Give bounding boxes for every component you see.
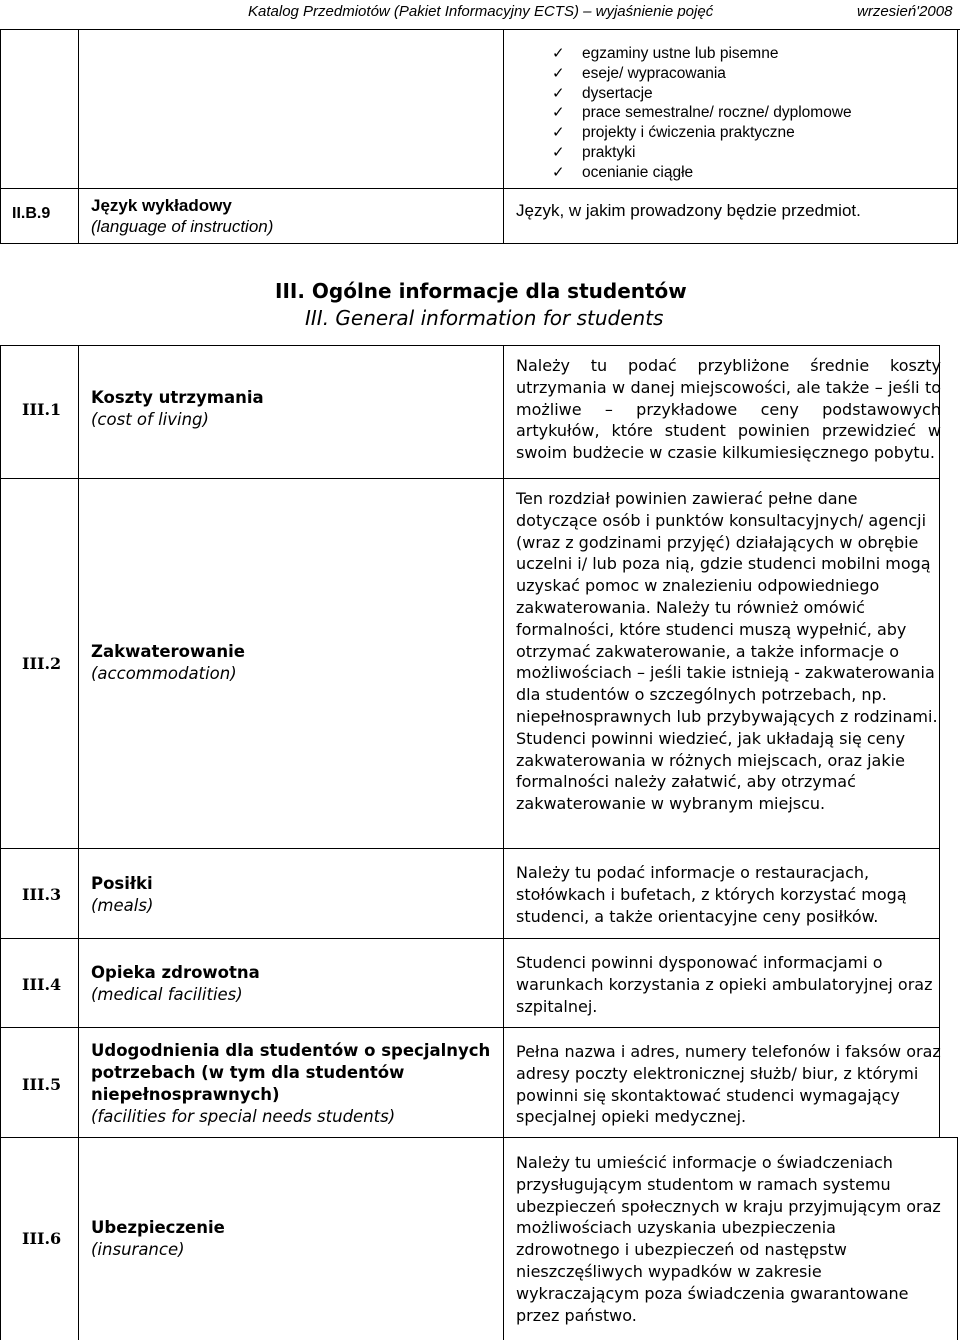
row-code: II.B.9 xyxy=(12,205,51,222)
checkmark-icon: ✓ xyxy=(552,142,565,161)
row-label: Ubezpieczenie (insurance) xyxy=(91,1218,225,1259)
row-description: Studenci powinni dysponować informacjami o warunkach korzystania z opieki ambulatoryjnej oraz szpitalnej. xyxy=(516,953,933,1016)
list-item: ✓ projekty i ćwiczenia praktyczne xyxy=(552,123,795,142)
row-code: III.3 xyxy=(22,885,62,904)
row-label: Zakwaterowanie (accommodation) xyxy=(91,642,245,683)
row-label: Opieka zdrowotna (medical facilities) xyxy=(91,963,260,1004)
row-code: III.5 xyxy=(22,1075,62,1094)
checkmark-icon: ✓ xyxy=(552,123,565,142)
checkmark-icon: ✓ xyxy=(552,103,565,122)
list-item: ✓ ocenianie ciągłe xyxy=(552,162,694,181)
document-header-date: wrzesień'2008 xyxy=(857,3,953,20)
section-subtitle: III. General information for students xyxy=(305,306,664,330)
row-label: Koszty utrzymania (cost of living) xyxy=(91,388,264,429)
row-code: III.4 xyxy=(22,975,62,994)
row-description: Ten rozdział powinien zawierać pełne dane dotyczące osób i punktów konsultacyjnych/ agencji (wraz z godzinami przyjęć) działających w obrębie uczelni i/ lub poza nią, gdzie studenci mobilni mogą uzyskać pomoc w znalezieniu odpowiedniego zakwaterowania. Należy tu również omówić formalności, które studenci muszą wypełnić, aby otrzymać zakwaterowanie, a także informacje o możliwościach – jeśli takie istnieją - zakwaterowania dla studentów o szczególnych potrzebach, np. niepełnosprawnych lub przybywających z rodzinami. Studenci powinni wiedzieć, jak układają się ceny zakwaterowania w różnych miejscach, oraz jakie formalności należy załatwić, aby otrzymać zakwaterowanie w wybranym miejscu. xyxy=(516,489,938,814)
list-item: ✓ egzaminy ustne lub pisemne xyxy=(552,44,779,62)
row-description: Język, w jakim prowadzony będzie przedmiot. xyxy=(516,201,861,220)
checkmark-icon: ✓ xyxy=(552,44,565,62)
assessment-methods-list xyxy=(552,44,852,183)
list-item: ✓ praktyki xyxy=(552,142,636,161)
row-label: Udogodnienia dla studentów o specjalnych potrzebach (w tym dla studentów niepełnosprawnych) (facilities for special needs students) xyxy=(91,1041,491,1126)
list-item: ✓ dysertacje xyxy=(552,83,653,102)
section-title: III. Ogólne informacje dla studentów xyxy=(275,279,687,303)
document-header-title: Katalog Przedmiotów (Pakiet Informacyjny ECTS) – wyjaśnienie pojęć xyxy=(248,3,714,20)
row-code: III.6 xyxy=(22,1229,62,1248)
list-item: ✓ prace semestralne/ roczne/ dyplomowe xyxy=(552,103,852,122)
row-description: Należy tu podać informacje o restauracjach, stołówkach i bufetach, z których korzystać mogą studenci, a także orientacyjne ceny posiłków. xyxy=(516,863,907,926)
checkmark-icon: ✓ xyxy=(552,162,565,181)
list-item: ✓ eseje/ wypracowania xyxy=(552,63,726,82)
row-label: Język wykładowy (language of instruction) xyxy=(91,196,274,236)
row-description: Pełna nazwa i adres, numery telefonów i faksów oraz adresy poczty elektronicznej służb/ biur, z którymi powinni się skontaktować studenci wymagający specjalnej opieki medycznej. xyxy=(516,1042,941,1127)
row-code: III.1 xyxy=(22,400,62,419)
checkmark-icon: ✓ xyxy=(552,83,565,102)
row-code: III.2 xyxy=(22,654,62,673)
checkmark-icon: ✓ xyxy=(552,63,565,82)
row-description: Należy tu podać przybliżone średnie koszty utrzymania w danej miejscowości, ale także – jeśli to możliwe – przykładowe ceny podstawowych artykułów, które student powinien przewidzieć w swoim budżecie w czasie kilkumiesięcznego pobytu. xyxy=(516,356,941,463)
row-label: Posiłki (meals) xyxy=(91,874,154,915)
row-description: Należy tu umieścić informacje o świadczeniach przysługującym studentom w ramach systemu ubezpieczeń społecznych w kraju przyjmującym oraz możliwościach uzyskania ubezpieczenia zdrowotnego i ubezpieczeń od następstw nieszczęśliwych wypadków w zakresie wykraczającym poza świadczenia gwarantowane przez państwo. xyxy=(516,1153,941,1325)
